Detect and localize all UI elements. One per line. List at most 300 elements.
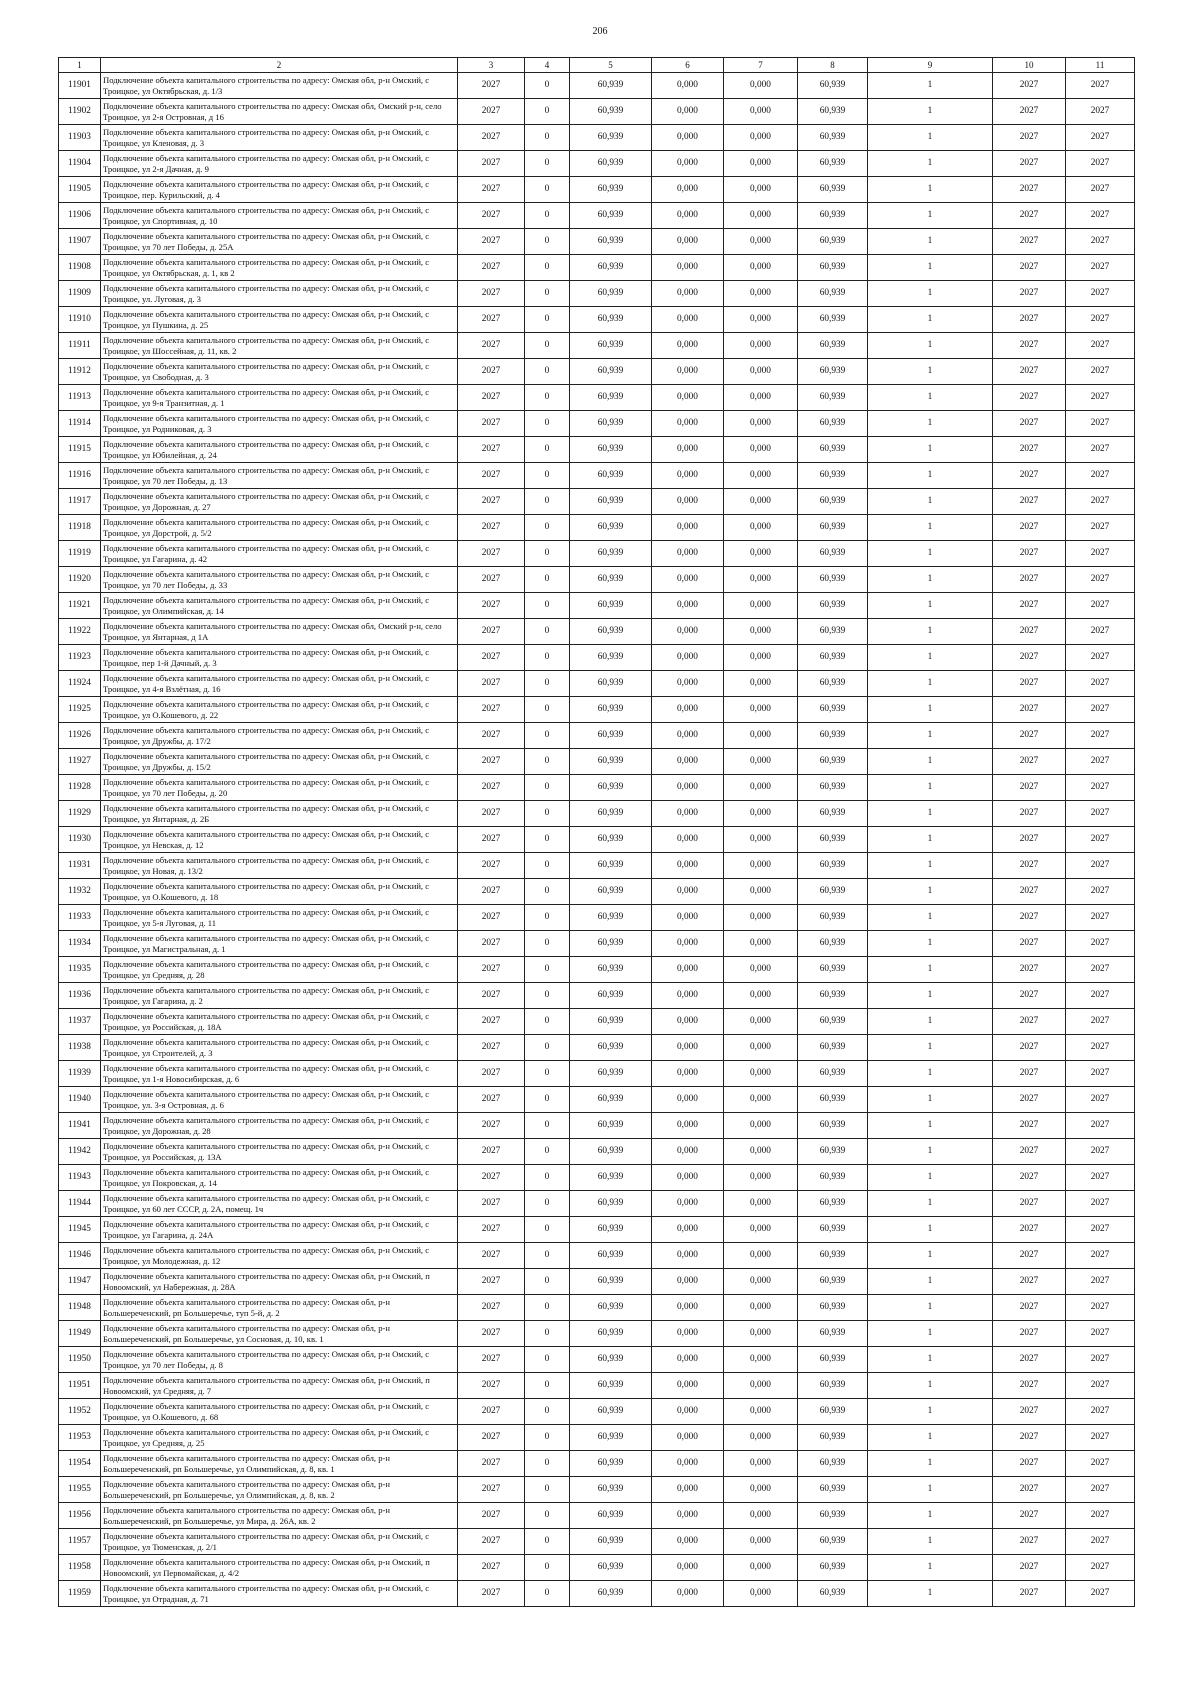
start-year-cell: 2027 bbox=[993, 619, 1066, 645]
amount-cell: 60,939 bbox=[570, 541, 652, 567]
value-cell: 0 bbox=[525, 1399, 570, 1425]
amount-cell: 0,000 bbox=[724, 1503, 798, 1529]
count-cell: 1 bbox=[868, 1139, 993, 1165]
description-cell: Подключение объекта капитального строительства по адресу: Омская обл, р-н Омский, п Новоомский, ул Первомайская, д. 4/2 bbox=[101, 1555, 458, 1581]
amount-cell: 0,000 bbox=[724, 1035, 798, 1061]
description-cell: Подключение объекта капитального строительства по адресу: Омская обл, р-н Омский, с Троицкое, пер 1-й Дачный, д. 3 bbox=[101, 645, 458, 671]
row-number-cell: 11905 bbox=[59, 177, 101, 203]
start-year-cell: 2027 bbox=[993, 1009, 1066, 1035]
amount-cell: 60,939 bbox=[798, 151, 868, 177]
amount-cell: 60,939 bbox=[798, 1503, 868, 1529]
value-cell: 0 bbox=[525, 229, 570, 255]
row-number-cell: 11950 bbox=[59, 1347, 101, 1373]
start-year-cell: 2027 bbox=[993, 827, 1066, 853]
year-cell: 2027 bbox=[458, 801, 525, 827]
row-number-cell: 11953 bbox=[59, 1425, 101, 1451]
row-number-cell: 11929 bbox=[59, 801, 101, 827]
amount-cell: 60,939 bbox=[798, 905, 868, 931]
start-year-cell: 2027 bbox=[993, 203, 1066, 229]
page-number: 206 bbox=[592, 26, 608, 37]
year-cell: 2027 bbox=[458, 151, 525, 177]
amount-cell: 0,000 bbox=[724, 593, 798, 619]
start-year-cell: 2027 bbox=[993, 801, 1066, 827]
value-cell: 0 bbox=[525, 801, 570, 827]
start-year-cell: 2027 bbox=[993, 333, 1066, 359]
amount-cell: 0,000 bbox=[652, 385, 724, 411]
row-number-cell: 11955 bbox=[59, 1477, 101, 1503]
start-year-cell: 2027 bbox=[993, 1113, 1066, 1139]
end-year-cell: 2027 bbox=[1066, 1165, 1135, 1191]
year-cell: 2027 bbox=[458, 931, 525, 957]
amount-cell: 60,939 bbox=[798, 1321, 868, 1347]
start-year-cell: 2027 bbox=[993, 775, 1066, 801]
amount-cell: 60,939 bbox=[798, 125, 868, 151]
end-year-cell: 2027 bbox=[1066, 1035, 1135, 1061]
column-header: 7 bbox=[724, 58, 798, 73]
amount-cell: 0,000 bbox=[724, 957, 798, 983]
description-cell: Подключение объекта капитального строительства по адресу: Омская обл, р-н Омский, с Троицкое, ул Гагарина, д. 2 bbox=[101, 983, 458, 1009]
count-cell: 1 bbox=[868, 1217, 993, 1243]
amount-cell: 60,939 bbox=[570, 1295, 652, 1321]
end-year-cell: 2027 bbox=[1066, 489, 1135, 515]
description-cell: Подключение объекта капитального строительства по адресу: Омская обл, р-н Омский, с Троицкое, ул Родниковая, д. 3 bbox=[101, 411, 458, 437]
end-year-cell: 2027 bbox=[1066, 437, 1135, 463]
table-row bbox=[59, 437, 1135, 463]
table-row bbox=[59, 1295, 1135, 1321]
count-cell: 1 bbox=[868, 255, 993, 281]
amount-cell: 0,000 bbox=[724, 827, 798, 853]
amount-cell: 0,000 bbox=[724, 1529, 798, 1555]
count-cell: 1 bbox=[868, 177, 993, 203]
amount-cell: 0,000 bbox=[652, 905, 724, 931]
start-year-cell: 2027 bbox=[993, 1555, 1066, 1581]
amount-cell: 0,000 bbox=[724, 671, 798, 697]
amount-cell: 60,939 bbox=[570, 151, 652, 177]
table-row bbox=[59, 1035, 1135, 1061]
row-number-cell: 11930 bbox=[59, 827, 101, 853]
column-header: 6 bbox=[652, 58, 724, 73]
description-cell: Подключение объекта капитального строительства по адресу: Омская обл, р-н Омский, с Троицкое, ул Российская, д. 13А bbox=[101, 1139, 458, 1165]
table-row bbox=[59, 1061, 1135, 1087]
table-row bbox=[59, 697, 1135, 723]
column-header: 5 bbox=[570, 58, 652, 73]
value-cell: 0 bbox=[525, 515, 570, 541]
table-row bbox=[59, 619, 1135, 645]
table-row bbox=[59, 1243, 1135, 1269]
description-cell: Подключение объекта капитального строительства по адресу: Омская обл, р-н Омский, с Троицкое, ул Пушкина, д. 25 bbox=[101, 307, 458, 333]
amount-cell: 0,000 bbox=[724, 1425, 798, 1451]
value-cell: 0 bbox=[525, 645, 570, 671]
row-number-cell: 11952 bbox=[59, 1399, 101, 1425]
end-year-cell: 2027 bbox=[1066, 1295, 1135, 1321]
end-year-cell: 2027 bbox=[1066, 619, 1135, 645]
amount-cell: 60,939 bbox=[798, 775, 868, 801]
amount-cell: 60,939 bbox=[570, 671, 652, 697]
end-year-cell: 2027 bbox=[1066, 1399, 1135, 1425]
amount-cell: 60,939 bbox=[570, 463, 652, 489]
amount-cell: 0,000 bbox=[724, 1581, 798, 1607]
count-cell: 1 bbox=[868, 1087, 993, 1113]
amount-cell: 0,000 bbox=[652, 1529, 724, 1555]
value-cell: 0 bbox=[525, 905, 570, 931]
year-cell: 2027 bbox=[458, 1373, 525, 1399]
amount-cell: 0,000 bbox=[724, 307, 798, 333]
year-cell: 2027 bbox=[458, 827, 525, 853]
start-year-cell: 2027 bbox=[993, 1451, 1066, 1477]
value-cell: 0 bbox=[525, 1061, 570, 1087]
end-year-cell: 2027 bbox=[1066, 333, 1135, 359]
amount-cell: 60,939 bbox=[570, 1191, 652, 1217]
value-cell: 0 bbox=[525, 1009, 570, 1035]
amount-cell: 60,939 bbox=[798, 801, 868, 827]
start-year-cell: 2027 bbox=[993, 697, 1066, 723]
table-row bbox=[59, 203, 1135, 229]
description-cell: Подключение объекта капитального строительства по адресу: Омская обл, р-н Омский, с Троицкое, ул Дружбы, д. 15/2 bbox=[101, 749, 458, 775]
table-row bbox=[59, 1113, 1135, 1139]
row-number-cell: 11937 bbox=[59, 1009, 101, 1035]
amount-cell: 0,000 bbox=[652, 593, 724, 619]
description-cell: Подключение объекта капитального строительства по адресу: Омская обл, р-н Омский, с Троицкое, ул 9-я Транзитная, д. 1 bbox=[101, 385, 458, 411]
count-cell: 1 bbox=[868, 1555, 993, 1581]
start-year-cell: 2027 bbox=[993, 437, 1066, 463]
end-year-cell: 2027 bbox=[1066, 411, 1135, 437]
year-cell: 2027 bbox=[458, 1555, 525, 1581]
column-header: 10 bbox=[993, 58, 1066, 73]
count-cell: 1 bbox=[868, 697, 993, 723]
count-cell: 1 bbox=[868, 385, 993, 411]
amount-cell: 60,939 bbox=[570, 749, 652, 775]
year-cell: 2027 bbox=[458, 1165, 525, 1191]
year-cell: 2027 bbox=[458, 749, 525, 775]
amount-cell: 60,939 bbox=[570, 905, 652, 931]
count-cell: 1 bbox=[868, 827, 993, 853]
amount-cell: 60,939 bbox=[570, 1451, 652, 1477]
value-cell: 0 bbox=[525, 359, 570, 385]
count-cell: 1 bbox=[868, 1165, 993, 1191]
start-year-cell: 2027 bbox=[993, 411, 1066, 437]
end-year-cell: 2027 bbox=[1066, 541, 1135, 567]
amount-cell: 0,000 bbox=[652, 827, 724, 853]
count-cell: 1 bbox=[868, 125, 993, 151]
value-cell: 0 bbox=[525, 619, 570, 645]
end-year-cell: 2027 bbox=[1066, 749, 1135, 775]
row-number-cell: 11931 bbox=[59, 853, 101, 879]
amount-cell: 0,000 bbox=[652, 73, 724, 99]
start-year-cell: 2027 bbox=[993, 1399, 1066, 1425]
description-cell: Подключение объекта капитального строительства по адресу: Омская обл, р-н Большереченский, рп Большеречье, ул Мира, д. 26А, кв. 2 bbox=[101, 1503, 458, 1529]
year-cell: 2027 bbox=[458, 879, 525, 905]
year-cell: 2027 bbox=[458, 1321, 525, 1347]
row-number-cell: 11914 bbox=[59, 411, 101, 437]
count-cell: 1 bbox=[868, 1035, 993, 1061]
description-cell: Подключение объекта капитального строительства по адресу: Омская обл, р-н Омский, с Троицкое, ул. 3-я Островная, д. 6 bbox=[101, 1087, 458, 1113]
amount-cell: 60,939 bbox=[570, 1399, 652, 1425]
amount-cell: 60,939 bbox=[798, 697, 868, 723]
description-cell: Подключение объекта капитального строительства по адресу: Омская обл, р-н Омский, с Троицкое, ул Шоссейная, д. 11, кв. 2 bbox=[101, 333, 458, 359]
value-cell: 0 bbox=[525, 671, 570, 697]
value-cell: 0 bbox=[525, 1347, 570, 1373]
count-cell: 1 bbox=[868, 957, 993, 983]
amount-cell: 60,939 bbox=[570, 385, 652, 411]
year-cell: 2027 bbox=[458, 515, 525, 541]
amount-cell: 0,000 bbox=[724, 359, 798, 385]
year-cell: 2027 bbox=[458, 1529, 525, 1555]
amount-cell: 0,000 bbox=[652, 1087, 724, 1113]
amount-cell: 0,000 bbox=[652, 697, 724, 723]
year-cell: 2027 bbox=[458, 1581, 525, 1607]
year-cell: 2027 bbox=[458, 567, 525, 593]
row-number-cell: 11922 bbox=[59, 619, 101, 645]
count-cell: 1 bbox=[868, 203, 993, 229]
row-number-cell: 11959 bbox=[59, 1581, 101, 1607]
year-cell: 2027 bbox=[458, 1035, 525, 1061]
amount-cell: 60,939 bbox=[798, 1165, 868, 1191]
description-cell: Подключение объекта капитального строительства по адресу: Омская обл, р-н Омский, с Троицкое, ул 5-я Луговая, д. 11 bbox=[101, 905, 458, 931]
value-cell: 0 bbox=[525, 1477, 570, 1503]
row-number-cell: 11907 bbox=[59, 229, 101, 255]
end-year-cell: 2027 bbox=[1066, 1269, 1135, 1295]
table-row bbox=[59, 1503, 1135, 1529]
amount-cell: 0,000 bbox=[652, 775, 724, 801]
start-year-cell: 2027 bbox=[993, 1191, 1066, 1217]
column-header: 1 bbox=[59, 58, 101, 73]
row-number-cell: 11948 bbox=[59, 1295, 101, 1321]
amount-cell: 0,000 bbox=[724, 775, 798, 801]
amount-cell: 0,000 bbox=[724, 151, 798, 177]
end-year-cell: 2027 bbox=[1066, 1087, 1135, 1113]
value-cell: 0 bbox=[525, 1451, 570, 1477]
year-cell: 2027 bbox=[458, 177, 525, 203]
count-cell: 1 bbox=[868, 645, 993, 671]
year-cell: 2027 bbox=[458, 983, 525, 1009]
table-row bbox=[59, 593, 1135, 619]
end-year-cell: 2027 bbox=[1066, 697, 1135, 723]
amount-cell: 60,939 bbox=[798, 1347, 868, 1373]
row-number-cell: 11903 bbox=[59, 125, 101, 151]
amount-cell: 60,939 bbox=[798, 1113, 868, 1139]
value-cell: 0 bbox=[525, 827, 570, 853]
amount-cell: 60,939 bbox=[798, 671, 868, 697]
description-cell: Подключение объекта капитального строительства по адресу: Омская обл, р-н Омский, с Троицкое, ул Невская, д. 12 bbox=[101, 827, 458, 853]
amount-cell: 0,000 bbox=[652, 463, 724, 489]
start-year-cell: 2027 bbox=[993, 1503, 1066, 1529]
description-cell: Подключение объекта капитального строительства по адресу: Омская обл, р-н Омский, с Троицкое, ул Спортивная, д. 10 bbox=[101, 203, 458, 229]
table-row bbox=[59, 879, 1135, 905]
amount-cell: 0,000 bbox=[724, 281, 798, 307]
row-number-cell: 11915 bbox=[59, 437, 101, 463]
count-cell: 1 bbox=[868, 1113, 993, 1139]
row-number-cell: 11911 bbox=[59, 333, 101, 359]
amount-cell: 0,000 bbox=[652, 1451, 724, 1477]
end-year-cell: 2027 bbox=[1066, 125, 1135, 151]
amount-cell: 60,939 bbox=[570, 931, 652, 957]
row-number-cell: 11927 bbox=[59, 749, 101, 775]
end-year-cell: 2027 bbox=[1066, 1503, 1135, 1529]
count-cell: 1 bbox=[868, 463, 993, 489]
amount-cell: 0,000 bbox=[724, 983, 798, 1009]
table-row bbox=[59, 1451, 1135, 1477]
value-cell: 0 bbox=[525, 1087, 570, 1113]
value-cell: 0 bbox=[525, 1035, 570, 1061]
amount-cell: 60,939 bbox=[798, 1555, 868, 1581]
description-cell: Подключение объекта капитального строительства по адресу: Омская обл, р-н Омский, с Троицкое, ул Средняя, д. 28 bbox=[101, 957, 458, 983]
amount-cell: 60,939 bbox=[798, 1581, 868, 1607]
amount-cell: 60,939 bbox=[798, 333, 868, 359]
amount-cell: 0,000 bbox=[724, 229, 798, 255]
amount-cell: 60,939 bbox=[798, 1269, 868, 1295]
start-year-cell: 2027 bbox=[993, 125, 1066, 151]
column-header: 2 bbox=[101, 58, 458, 73]
value-cell: 0 bbox=[525, 1191, 570, 1217]
table-row bbox=[59, 749, 1135, 775]
amount-cell: 60,939 bbox=[570, 359, 652, 385]
end-year-cell: 2027 bbox=[1066, 463, 1135, 489]
amount-cell: 60,939 bbox=[798, 73, 868, 99]
amount-cell: 0,000 bbox=[652, 1139, 724, 1165]
amount-cell: 60,939 bbox=[798, 1087, 868, 1113]
row-number-cell: 11933 bbox=[59, 905, 101, 931]
count-cell: 1 bbox=[868, 151, 993, 177]
amount-cell: 0,000 bbox=[724, 1165, 798, 1191]
table-row bbox=[59, 827, 1135, 853]
row-number-cell: 11906 bbox=[59, 203, 101, 229]
count-cell: 1 bbox=[868, 489, 993, 515]
value-cell: 0 bbox=[525, 255, 570, 281]
amount-cell: 0,000 bbox=[724, 463, 798, 489]
amount-cell: 60,939 bbox=[570, 853, 652, 879]
row-number-cell: 11910 bbox=[59, 307, 101, 333]
table-row bbox=[59, 645, 1135, 671]
amount-cell: 0,000 bbox=[652, 1503, 724, 1529]
year-cell: 2027 bbox=[458, 99, 525, 125]
amount-cell: 0,000 bbox=[724, 879, 798, 905]
amount-cell: 60,939 bbox=[570, 203, 652, 229]
start-year-cell: 2027 bbox=[993, 177, 1066, 203]
value-cell: 0 bbox=[525, 1269, 570, 1295]
amount-cell: 0,000 bbox=[724, 125, 798, 151]
start-year-cell: 2027 bbox=[993, 567, 1066, 593]
start-year-cell: 2027 bbox=[993, 593, 1066, 619]
value-cell: 0 bbox=[525, 1165, 570, 1191]
amount-cell: 60,939 bbox=[570, 801, 652, 827]
table-row bbox=[59, 255, 1135, 281]
description-cell: Подключение объекта капитального строительства по адресу: Омская обл, р-н Омский, с Троицкое, ул Дружбы, д. 17/2 bbox=[101, 723, 458, 749]
amount-cell: 0,000 bbox=[652, 801, 724, 827]
row-number-cell: 11939 bbox=[59, 1061, 101, 1087]
end-year-cell: 2027 bbox=[1066, 1321, 1135, 1347]
amount-cell: 60,939 bbox=[798, 281, 868, 307]
amount-cell: 0,000 bbox=[652, 1009, 724, 1035]
start-year-cell: 2027 bbox=[993, 749, 1066, 775]
year-cell: 2027 bbox=[458, 1451, 525, 1477]
table-row bbox=[59, 983, 1135, 1009]
value-cell: 0 bbox=[525, 281, 570, 307]
amount-cell: 0,000 bbox=[652, 1555, 724, 1581]
amount-cell: 60,939 bbox=[570, 1529, 652, 1555]
count-cell: 1 bbox=[868, 593, 993, 619]
description-cell: Подключение объекта капитального строительства по адресу: Омская обл, р-н Омский, с Троицкое, ул 70 лет Победы, д. 33 bbox=[101, 567, 458, 593]
amount-cell: 0,000 bbox=[724, 645, 798, 671]
amount-cell: 60,939 bbox=[570, 1321, 652, 1347]
table-row bbox=[59, 359, 1135, 385]
table-row bbox=[59, 1529, 1135, 1555]
amount-cell: 60,939 bbox=[798, 749, 868, 775]
amount-cell: 0,000 bbox=[652, 1191, 724, 1217]
value-cell: 0 bbox=[525, 1113, 570, 1139]
table-row bbox=[59, 281, 1135, 307]
column-header: 11 bbox=[1066, 58, 1135, 73]
table-row bbox=[59, 385, 1135, 411]
value-cell: 0 bbox=[525, 151, 570, 177]
start-year-cell: 2027 bbox=[993, 1061, 1066, 1087]
description-cell: Подключение объекта капитального строительства по адресу: Омская обл, р-н Омский, с Троицкое, ул Кленовая, д. 3 bbox=[101, 125, 458, 151]
amount-cell: 60,939 bbox=[570, 333, 652, 359]
end-year-cell: 2027 bbox=[1066, 73, 1135, 99]
amount-cell: 60,939 bbox=[570, 1217, 652, 1243]
row-number-cell: 11935 bbox=[59, 957, 101, 983]
amount-cell: 0,000 bbox=[724, 905, 798, 931]
amount-cell: 60,939 bbox=[570, 775, 652, 801]
table-row bbox=[59, 1165, 1135, 1191]
amount-cell: 0,000 bbox=[724, 73, 798, 99]
row-number-cell: 11901 bbox=[59, 73, 101, 99]
count-cell: 1 bbox=[868, 359, 993, 385]
amount-cell: 0,000 bbox=[652, 1217, 724, 1243]
amount-cell: 0,000 bbox=[652, 229, 724, 255]
year-cell: 2027 bbox=[458, 1243, 525, 1269]
end-year-cell: 2027 bbox=[1066, 307, 1135, 333]
year-cell: 2027 bbox=[458, 1087, 525, 1113]
table-row bbox=[59, 1321, 1135, 1347]
description-cell: Подключение объекта капитального строительства по адресу: Омская обл, р-н Омский, с Троицкое, ул Покровская, д. 14 bbox=[101, 1165, 458, 1191]
amount-cell: 0,000 bbox=[724, 749, 798, 775]
end-year-cell: 2027 bbox=[1066, 801, 1135, 827]
count-cell: 1 bbox=[868, 307, 993, 333]
start-year-cell: 2027 bbox=[993, 541, 1066, 567]
year-cell: 2027 bbox=[458, 1061, 525, 1087]
value-cell: 0 bbox=[525, 385, 570, 411]
start-year-cell: 2027 bbox=[993, 489, 1066, 515]
description-cell: Подключение объекта капитального строительства по адресу: Омская обл, р-н Омский, с Троицкое, ул 70 лет Победы, д. 25А bbox=[101, 229, 458, 255]
end-year-cell: 2027 bbox=[1066, 983, 1135, 1009]
amount-cell: 0,000 bbox=[652, 177, 724, 203]
amount-cell: 60,939 bbox=[570, 827, 652, 853]
amount-cell: 0,000 bbox=[724, 1399, 798, 1425]
description-cell: Подключение объекта капитального строительства по адресу: Омская обл, р-н Омский, с Троицкое, ул Дорожная, д. 28 bbox=[101, 1113, 458, 1139]
amount-cell: 60,939 bbox=[570, 879, 652, 905]
year-cell: 2027 bbox=[458, 125, 525, 151]
value-cell: 0 bbox=[525, 931, 570, 957]
column-header: 4 bbox=[525, 58, 570, 73]
amount-cell: 0,000 bbox=[724, 1009, 798, 1035]
end-year-cell: 2027 bbox=[1066, 1425, 1135, 1451]
description-cell: Подключение объекта капитального строительства по адресу: Омская обл, р-н Омский, с Троицкое, ул Гагарина, д. 24А bbox=[101, 1217, 458, 1243]
amount-cell: 60,939 bbox=[798, 1373, 868, 1399]
end-year-cell: 2027 bbox=[1066, 515, 1135, 541]
amount-cell: 60,939 bbox=[798, 645, 868, 671]
row-number-cell: 11925 bbox=[59, 697, 101, 723]
amount-cell: 60,939 bbox=[570, 983, 652, 1009]
amount-cell: 0,000 bbox=[652, 1581, 724, 1607]
count-cell: 1 bbox=[868, 1009, 993, 1035]
amount-cell: 0,000 bbox=[652, 983, 724, 1009]
start-year-cell: 2027 bbox=[993, 1529, 1066, 1555]
amount-cell: 60,939 bbox=[570, 307, 652, 333]
amount-cell: 60,939 bbox=[570, 1269, 652, 1295]
amount-cell: 60,939 bbox=[798, 1191, 868, 1217]
amount-cell: 0,000 bbox=[652, 151, 724, 177]
table-row bbox=[59, 1399, 1135, 1425]
